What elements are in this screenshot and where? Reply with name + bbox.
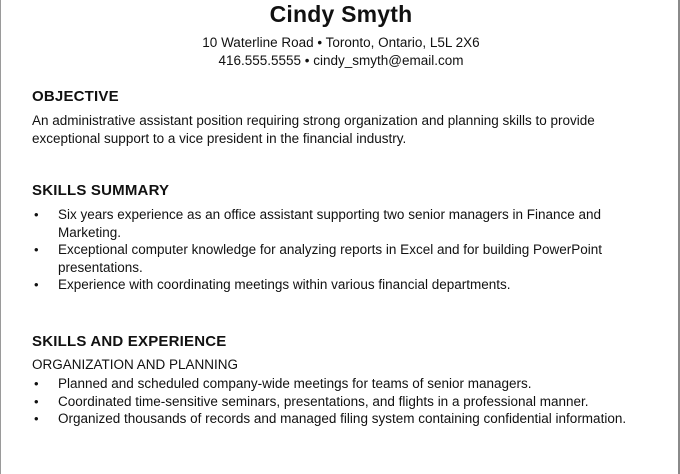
bullet-icon: • — [34, 411, 39, 426]
bullet-icon: • — [34, 242, 39, 257]
list-item-text: Coordinated time-sensitive seminars, presentations, and flights in a professional manner. — [58, 393, 589, 409]
list-item-text: Organized thousands of records and managed filing system containing confidential information. — [58, 411, 627, 426]
organization-planning-list — [32, 375, 632, 428]
list-item — [32, 206, 632, 241]
skills-experience-heading: SKILLS AND EXPERIENCE — [32, 333, 227, 350]
bullet-icon: • — [34, 376, 39, 391]
list-item — [32, 410, 632, 428]
list-item — [32, 393, 632, 411]
list-item-text: Exceptional computer knowledge for analyzing reports in Excel and for building PowerPoint presentations. — [58, 242, 603, 275]
resume-name: Cindy Smyth — [269, 1, 413, 27]
organization-planning-subheading: ORGANIZATION AND PLANNING — [32, 357, 239, 372]
bullet-icon: • — [34, 207, 39, 222]
objective-heading: OBJECTIVE — [32, 88, 119, 105]
list-item — [32, 241, 632, 276]
list-item-text: Planned and scheduled company-wide meetings for teams of senior managers. — [58, 376, 532, 391]
list-item-text: Experience with coordinating meetings within various financial departments. — [58, 277, 511, 292]
objective-text: An administrative assistant position requiring strong organization and planning skills to provide exceptional support to a vice president in the financial industry. — [32, 113, 595, 146]
skills-summary-list — [32, 206, 632, 294]
list-item — [32, 375, 632, 393]
address-line: 10 Waterline Road • Toronto, Ontario, L5L 2X6 — [202, 35, 480, 50]
bullet-icon: • — [34, 393, 39, 409]
list-item — [32, 276, 632, 294]
phone-email-line: 416.555.5555 • cindy_smyth@email.com — [218, 53, 464, 68]
bullet-icon: • — [34, 277, 39, 292]
list-item-text: Six years experience as an office assistant supporting two senior managers in Finance and Marketing. — [58, 207, 602, 240]
skills-summary-heading: SKILLS SUMMARY — [32, 182, 170, 199]
